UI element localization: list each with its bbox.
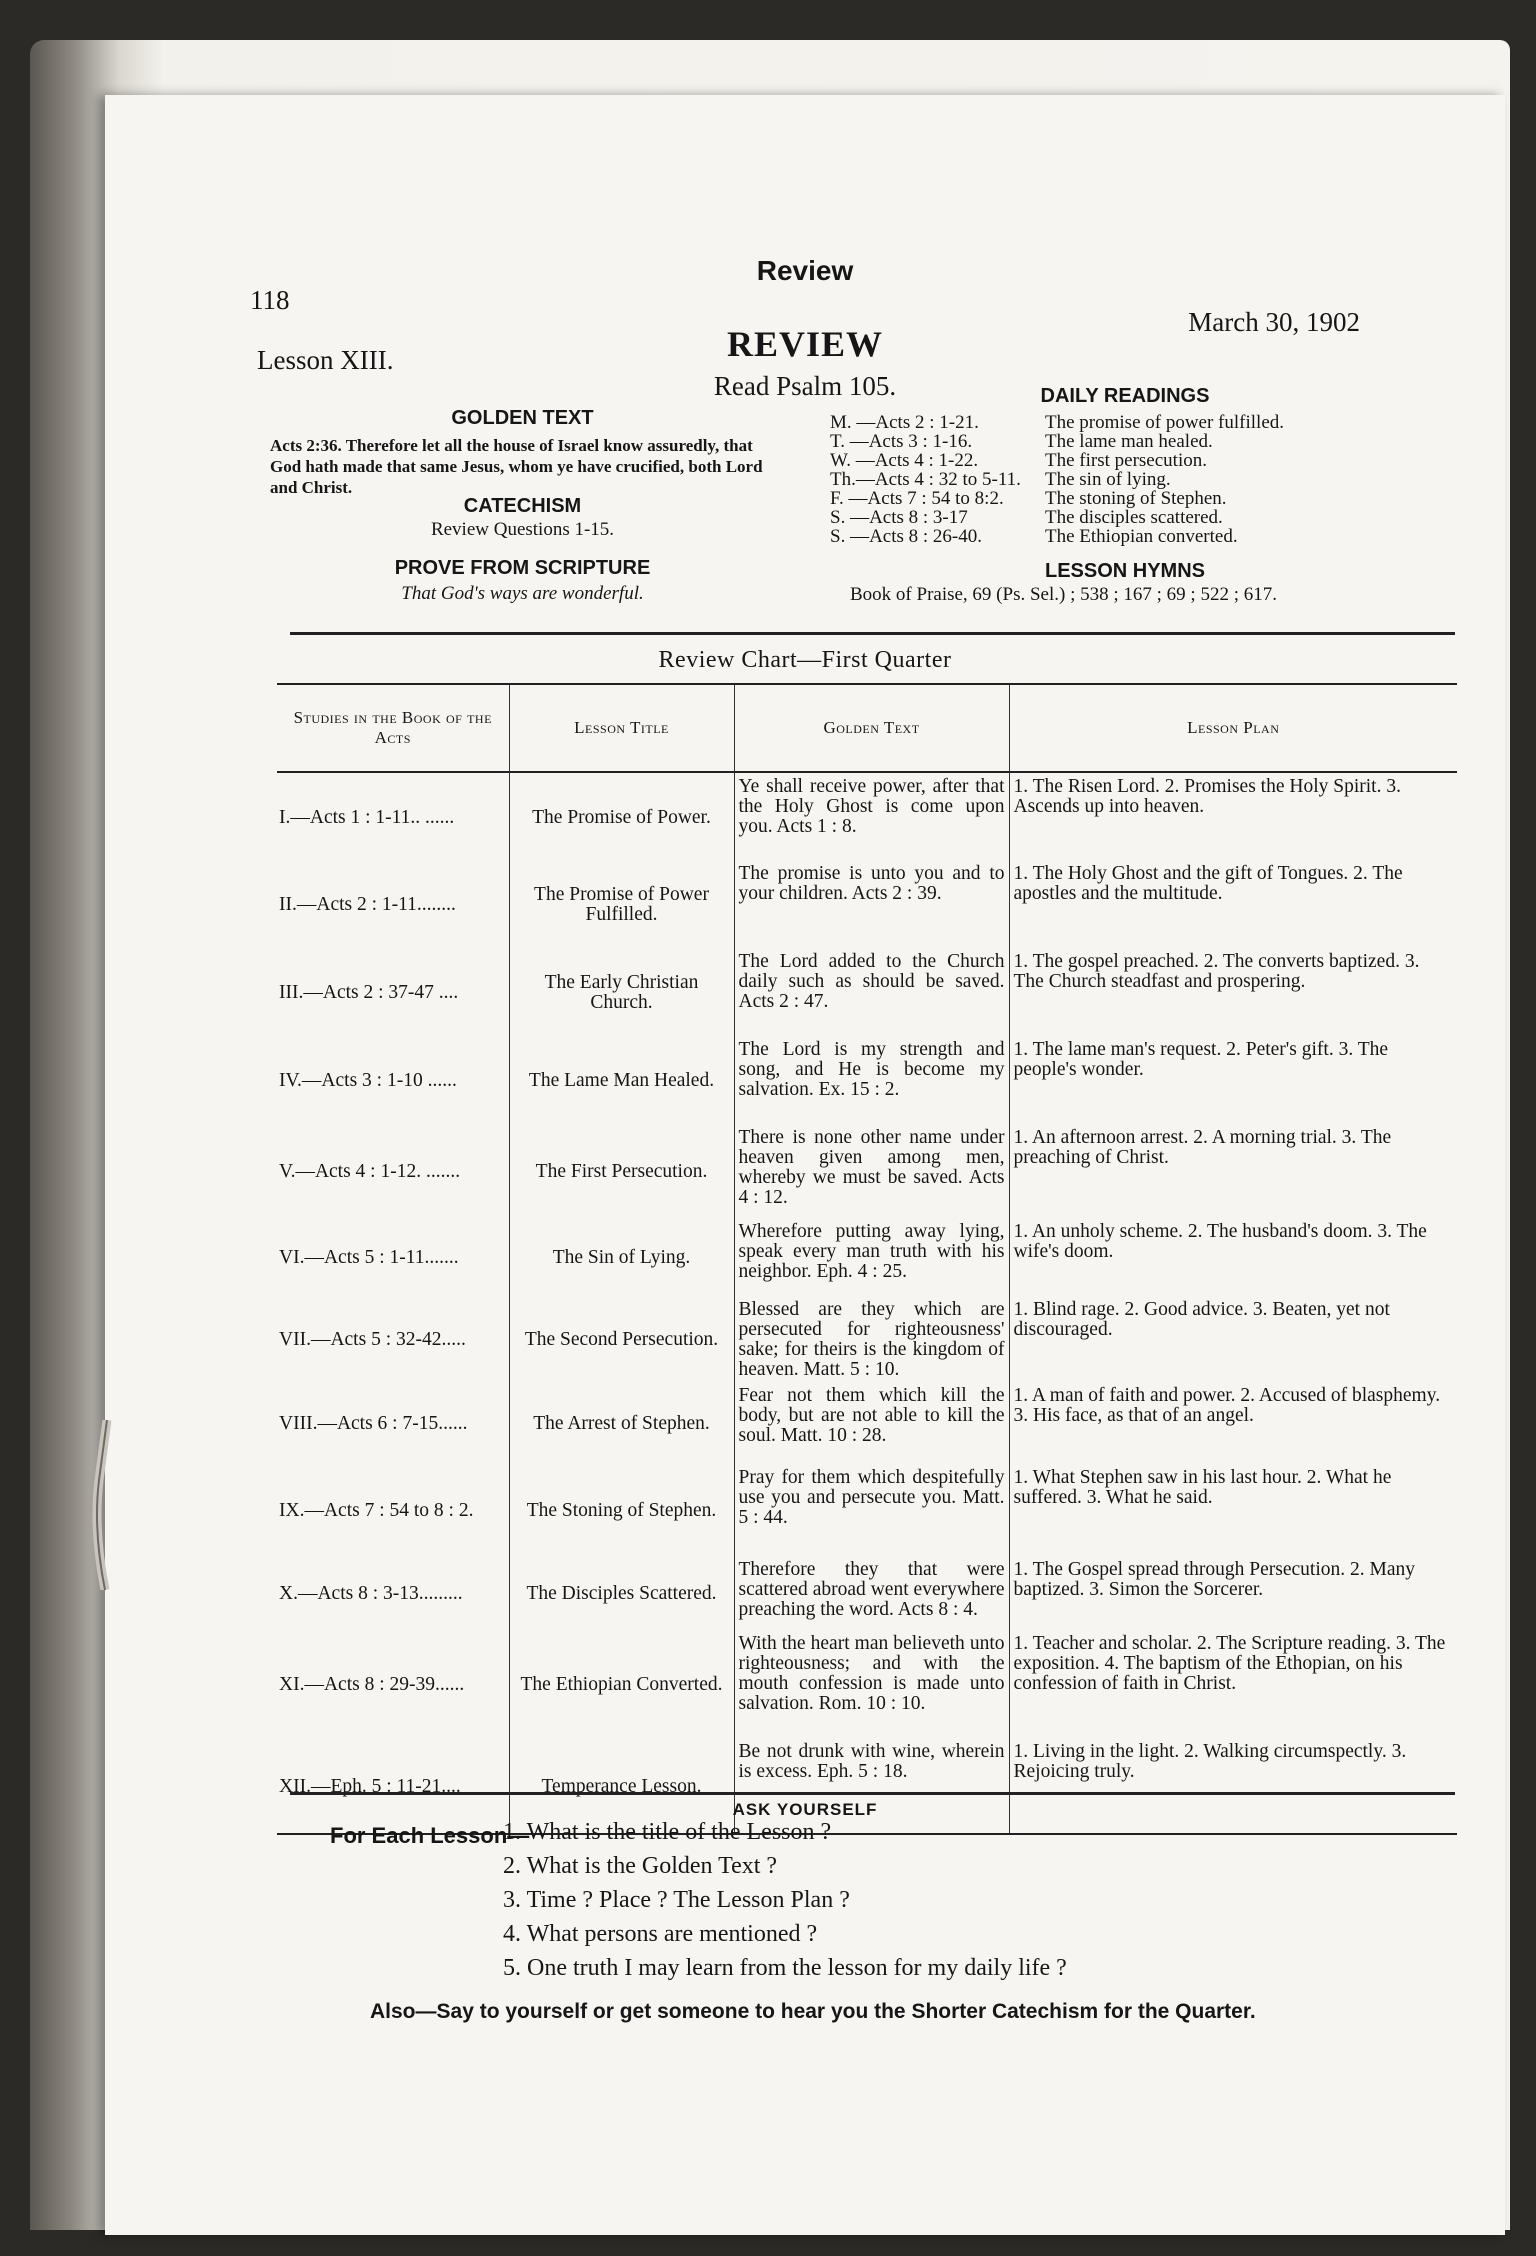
chart-cell-plan: 1. An afternoon arrest. 2. A morning trial. 3. The preaching of Christ.: [1009, 1124, 1457, 1218]
ask-question: 3. Time ? Place ? The Lesson Plan ?: [503, 1887, 850, 1913]
chart-cell-title: The First Persecution.: [509, 1124, 734, 1218]
table-row: [277, 1464, 1457, 1556]
ask-question: 2. What is the Golden Text ?: [503, 1853, 778, 1879]
table-row: [277, 1382, 1457, 1464]
chart-cell-title: The Second Persecution.: [509, 1296, 734, 1382]
golden-text-ref: Acts 2:36.: [270, 436, 342, 455]
chart-cell-golden-text: There is none other name under heaven given among men, whereby we must be saved. Acts 4 : 12.: [734, 1124, 1009, 1218]
prove-text: That God's ways are wonderful.: [401, 583, 644, 604]
daily-reading-item: [830, 508, 1284, 527]
chart-cell-title: The Arrest of Stephen.: [509, 1382, 734, 1464]
page-title: REVIEW: [726, 324, 884, 364]
golden-text-verse: Therefore let all the house of Israel know assuredly, that God hath made that same Jesus, whom ye have crucified, both Lord and Christ.: [270, 436, 763, 497]
chart-cell-passage: X.—Acts 8 : 3-13.........: [279, 1583, 463, 1604]
chart-cell-passage: VIII.—Acts 6 : 7-15......: [279, 1413, 468, 1434]
chart-cell-golden-text: With the heart man believeth unto righteousness; and with the mouth confession is made unto salvation. Rom. 10 : 10.: [734, 1630, 1009, 1738]
daily-reading-ref: M. —Acts 2 : 1-21.: [830, 412, 979, 433]
table-row: [277, 860, 1457, 948]
chart-cell-title: Temperance Lesson.: [509, 1738, 734, 1834]
chart-cell-golden-text: Be not drunk with wine, wherein is excess. Eph. 5 : 18.: [734, 1738, 1009, 1834]
chart-cell-passage: XI.—Acts 8 : 29-39......: [279, 1674, 465, 1695]
also-text: Say to yourself or get someone to hear you the Shorter Catechism for the Quarter.: [436, 2000, 1256, 2023]
document-page: [105, 95, 1505, 2235]
chart-cell-title: The Ethiopian Converted.: [509, 1630, 734, 1738]
paper-clip-icon: [85, 1420, 125, 1590]
chart-cell-plan: 1. The Holy Ghost and the gift of Tongues. 2. The apostles and the multitude.: [1009, 860, 1457, 948]
chart-cell-title: The Disciples Scattered.: [509, 1556, 734, 1630]
daily-reading-ref: F. —Acts 7 : 54 to 8:2.: [830, 488, 1004, 509]
ask-question: 5. One truth I may learn from the lesson for my daily life ?: [503, 1955, 1067, 1981]
table-row: [277, 772, 1457, 860]
chart-cell-golden-text: Wherefore putting away lying, speak every man truth with his neighbor. Eph. 4 : 25.: [734, 1218, 1009, 1296]
lesson-hymns-text: Book of Praise, 69 (Ps. Sel.) ; 538 ; 167 ; 69 ; 522 ; 617.: [850, 584, 1277, 605]
chart-cell-golden-text: Fear not them which kill the body, but are not able to kill the soul. Matt. 10 : 28.: [734, 1382, 1009, 1464]
chart-cell-passage: IV.—Acts 3 : 1-10 ......: [279, 1070, 457, 1091]
table-row: [277, 1124, 1457, 1218]
also-lead: Also—: [370, 2000, 437, 2023]
chart-cell-plan: 1. What Stephen saw in his last hour. 2. What he suffered. 3. What he said.: [1009, 1464, 1457, 1556]
chart-cell-passage: VI.—Acts 5 : 1-11.......: [279, 1247, 459, 1268]
ask-heading: ASK YOURSELF: [732, 1800, 878, 1819]
chart-cell-passage: I.—Acts 1 : 1-11.. ......: [279, 806, 455, 828]
daily-reading-item: [830, 413, 1284, 432]
daily-reading-desc: The lame man healed.: [1045, 431, 1213, 452]
chart-cell-golden-text: Pray for them which despitefully use you and persecute you. Matt. 5 : 44.: [734, 1464, 1009, 1556]
running-title: Review: [756, 255, 854, 286]
catechism-text: Review Questions 1-15.: [430, 519, 615, 540]
review-chart-table: [277, 683, 1457, 1835]
prove-heading: PROVE FROM SCRIPTURE: [394, 557, 651, 579]
daily-reading-desc: The Ethiopian converted.: [1045, 526, 1238, 547]
chart-cell-golden-text: The Lord is my strength and song, and He is become my salvation. Ex. 15 : 2.: [734, 1036, 1009, 1124]
daily-reading-item: [830, 489, 1284, 508]
daily-reading-desc: The sin of lying.: [1045, 469, 1171, 490]
catechism-heading: CATECHISM: [463, 495, 582, 517]
daily-reading-desc: The first persecution.: [1045, 450, 1207, 471]
chart-cell-passage: V.—Acts 4 : 1-12. .......: [279, 1161, 461, 1182]
chart-caption: Review Chart—First Quarter: [658, 647, 952, 673]
table-row: [277, 1036, 1457, 1124]
golden-text-body: [270, 435, 775, 498]
table-row: [277, 1296, 1457, 1382]
daily-reading-item: [830, 451, 1284, 470]
chart-cell-passage: IX.—Acts 7 : 54 to 8 : 2.: [279, 1500, 474, 1521]
chart-cell-plan: 1. Living in the light. 2. Walking circumspectly. 3. Rejoicing truly.: [1009, 1738, 1457, 1834]
chart-cell-plan: 1. The gospel preached. 2. The converts baptized. 3. The Church steadfast and prospering.: [1009, 948, 1457, 1036]
chart-cell-golden-text: The promise is unto you and to your children. Acts 2 : 39.: [734, 860, 1009, 948]
chart-cell-plan: 1. The Gospel spread through Persecution. 2. Many baptized. 3. Simon the Sorcerer.: [1009, 1556, 1457, 1630]
chart-cell-plan: 1. Blind rage. 2. Good advice. 3. Beaten, yet not discouraged.: [1009, 1296, 1457, 1382]
chart-cell-title: The Promise of Power.: [509, 772, 734, 860]
daily-reading-ref: W. —Acts 4 : 1-22.: [830, 450, 979, 471]
daily-readings-list: [830, 413, 1284, 546]
chart-cell-golden-text: The Lord added to the Church daily such as should be saved. Acts 2 : 47.: [734, 948, 1009, 1036]
column-header-studies: Studies in the Book of the Acts: [277, 684, 509, 772]
daily-reading-ref: T. —Acts 3 : 1-16.: [830, 431, 973, 452]
daily-reading-desc: The stoning of Stephen.: [1045, 488, 1227, 509]
daily-reading-item: [830, 470, 1284, 489]
golden-text-heading: GOLDEN TEXT: [451, 407, 594, 429]
chart-cell-plan: 1. A man of faith and power. 2. Accused of blasphemy. 3. His face, as that of an angel.: [1009, 1382, 1457, 1464]
daily-reading-desc: The disciples scattered.: [1045, 507, 1223, 528]
column-header-lesson-plan: Lesson Plan: [1009, 684, 1457, 772]
lesson-number: Lesson XIII.: [257, 345, 394, 375]
daily-reading-desc: The promise of power fulfilled.: [1045, 412, 1285, 433]
chart-cell-golden-text: Blessed are they which are persecuted for righteousness' sake; for theirs is the kingdom of heaven. Matt. 5 : 10.: [734, 1296, 1009, 1382]
chart-cell-plan: 1. Teacher and scholar. 2. The Scripture reading. 3. The exposition. 4. The baptism of the Ethopian, on his confession of faith in Christ.: [1009, 1630, 1457, 1738]
chart-cell-plan: 1. An unholy scheme. 2. The husband's doom. 3. The wife's doom.: [1009, 1218, 1457, 1296]
chart-cell-plan: 1. The Risen Lord. 2. Promises the Holy Spirit. 3. Ascends up into heaven.: [1009, 772, 1457, 860]
lesson-hymns-heading: LESSON HYMNS: [1044, 560, 1206, 582]
also-note: [370, 2000, 1256, 2024]
chart-cell-passage: XII.—Eph. 5 : 11-21....: [277, 1738, 509, 1834]
daily-reading-ref: S. —Acts 8 : 3-17: [830, 507, 968, 528]
chart-cell-plan: 1. The lame man's request. 2. Peter's gift. 3. The people's wonder.: [1009, 1036, 1457, 1124]
reading-assignment: Read Psalm 105.: [713, 371, 897, 401]
daily-reading-item: [830, 432, 1284, 451]
page-number: 118: [250, 285, 290, 315]
chart-cell-golden-text: Therefore they that were scattered abroad went everywhere preaching the word. Acts 8 : 4.: [734, 1556, 1009, 1630]
column-header-golden-text: Golden Text: [734, 684, 1009, 772]
daily-reading-ref: S. —Acts 8 : 26-40.: [830, 526, 982, 547]
ask-question: 4. What persons are mentioned ?: [503, 1921, 818, 1947]
chart-cell-passage: II.—Acts 2 : 1-11........: [279, 894, 456, 915]
ask-question: 1. What is the title of the Lesson ?: [503, 1819, 832, 1845]
daily-reading-ref: Th.—Acts 4 : 32 to 5-11.: [830, 469, 1021, 490]
chart-cell-title: The Sin of Lying.: [509, 1218, 734, 1296]
column-header-lesson-title: Lesson Title: [509, 684, 734, 772]
chart-cell-title: The Promise of Power Fulfilled.: [509, 860, 734, 948]
ask-lead: For Each Lesson—: [330, 1823, 530, 1848]
chart-cell-passage: VII.—Acts 5 : 32-42.....: [279, 1329, 466, 1350]
chart-cell-title: The Early Christian Church.: [509, 948, 734, 1036]
table-row: [277, 1218, 1457, 1296]
table-row: [277, 948, 1457, 1036]
chart-cell-title: The Stoning of Stephen.: [509, 1464, 734, 1556]
daily-readings-heading: DAILY READINGS: [1040, 385, 1210, 407]
table-row: [277, 1556, 1457, 1630]
chart-cell-golden-text: Ye shall receive power, after that the Holy Ghost is come upon you. Acts 1 : 8.: [734, 772, 1009, 860]
lesson-date: March 30, 1902: [1188, 307, 1360, 337]
chart-cell-passage: III.—Acts 2 : 37-47 ....: [279, 982, 459, 1003]
chart-cell-title: The Lame Man Healed.: [509, 1036, 734, 1124]
table-row: [277, 1630, 1457, 1738]
daily-reading-item: [830, 527, 1284, 546]
divider-rule: [290, 632, 1455, 635]
divider-rule: [290, 1792, 1455, 1795]
